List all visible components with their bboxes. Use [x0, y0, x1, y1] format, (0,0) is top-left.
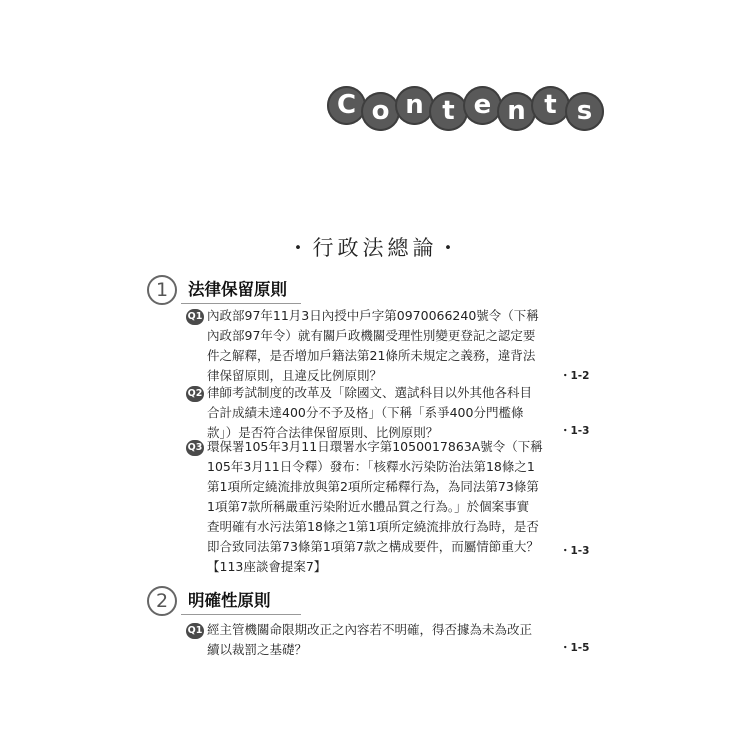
- page-number: ・1-3: [560, 425, 590, 437]
- question-line: 【113座談會提案7】: [207, 559, 327, 574]
- question-text: [207, 383, 543, 443]
- question-text: [207, 437, 543, 577]
- question-badge: Q2: [186, 386, 204, 402]
- question-line: 1項第7款所稱嚴重污染附近水體品質之行為。」於個案事實: [207, 499, 530, 514]
- title-letter: e: [463, 86, 502, 125]
- question-badge: Q3: [186, 440, 204, 456]
- section-title: 明確性原則: [188, 591, 271, 610]
- question-line: 經主管機關命限期改正之內容若不明確，得否據為未為改正: [207, 622, 533, 637]
- question-line: 律保留原則，且違反比例原則？: [207, 368, 383, 383]
- question-line: 件之解釋，是否增加戶籍法第21條所未規定之義務，違背法: [207, 348, 536, 363]
- section-underline: [181, 303, 301, 304]
- section-underline: [181, 614, 301, 615]
- question-line: 環保署105年3月11日環署水字第1050017863A號令（下稱: [207, 439, 543, 454]
- contents-title: [327, 78, 607, 138]
- title-letter: C: [327, 86, 366, 125]
- question-line: 續以裁罰之基礎？: [207, 642, 308, 657]
- question-line: 第1項所定繞流排放與第2項所定稀釋行為，為同法第73條第: [207, 479, 539, 494]
- question-badge: Q1: [186, 309, 204, 325]
- question-line: 合計成績未達400分不予及格」（下稱「系爭400分門檻條: [207, 405, 524, 420]
- chapter-title: ・行政法總論・: [287, 236, 463, 260]
- question-text: [207, 306, 543, 386]
- page-number: ・1-5: [560, 642, 590, 654]
- title-letter: t: [429, 92, 468, 131]
- title-letter: t: [531, 86, 570, 125]
- question-line: 內政部97年11月3日內授中戶字第0970066240號令（下稱: [207, 308, 539, 323]
- title-letter: n: [497, 92, 536, 131]
- question-line: 款」）是否符合法律保留原則、比例原則？: [207, 425, 439, 440]
- page-number: ・1-2: [560, 370, 590, 382]
- question-line: 查明確有水污法第18條之1第1項所定繞流排放行為時，是否: [207, 519, 539, 534]
- question-text: [207, 620, 543, 660]
- title-letter: n: [395, 86, 434, 125]
- question-line: 內政部97年令）就有關戶政機關受理性別變更登記之認定要: [207, 328, 536, 343]
- question-badge: Q1: [186, 623, 204, 639]
- title-letter: o: [361, 92, 400, 131]
- section-title: 法律保留原則: [188, 280, 287, 299]
- question-line: 105年3月11日令釋）發布：「核釋水污染防治法第18條之1: [207, 459, 535, 474]
- question-line: 即合致同法第73條第1項第7款之構成要件，而屬情節重大？: [207, 539, 539, 554]
- section-number: 1: [147, 275, 177, 305]
- section-number: 2: [147, 586, 177, 616]
- question-line: 律師考試制度的改革及「除國文、選試科目以外其他各科目: [207, 385, 533, 400]
- title-letter: s: [565, 92, 604, 131]
- page-number: ・1-3: [560, 545, 590, 557]
